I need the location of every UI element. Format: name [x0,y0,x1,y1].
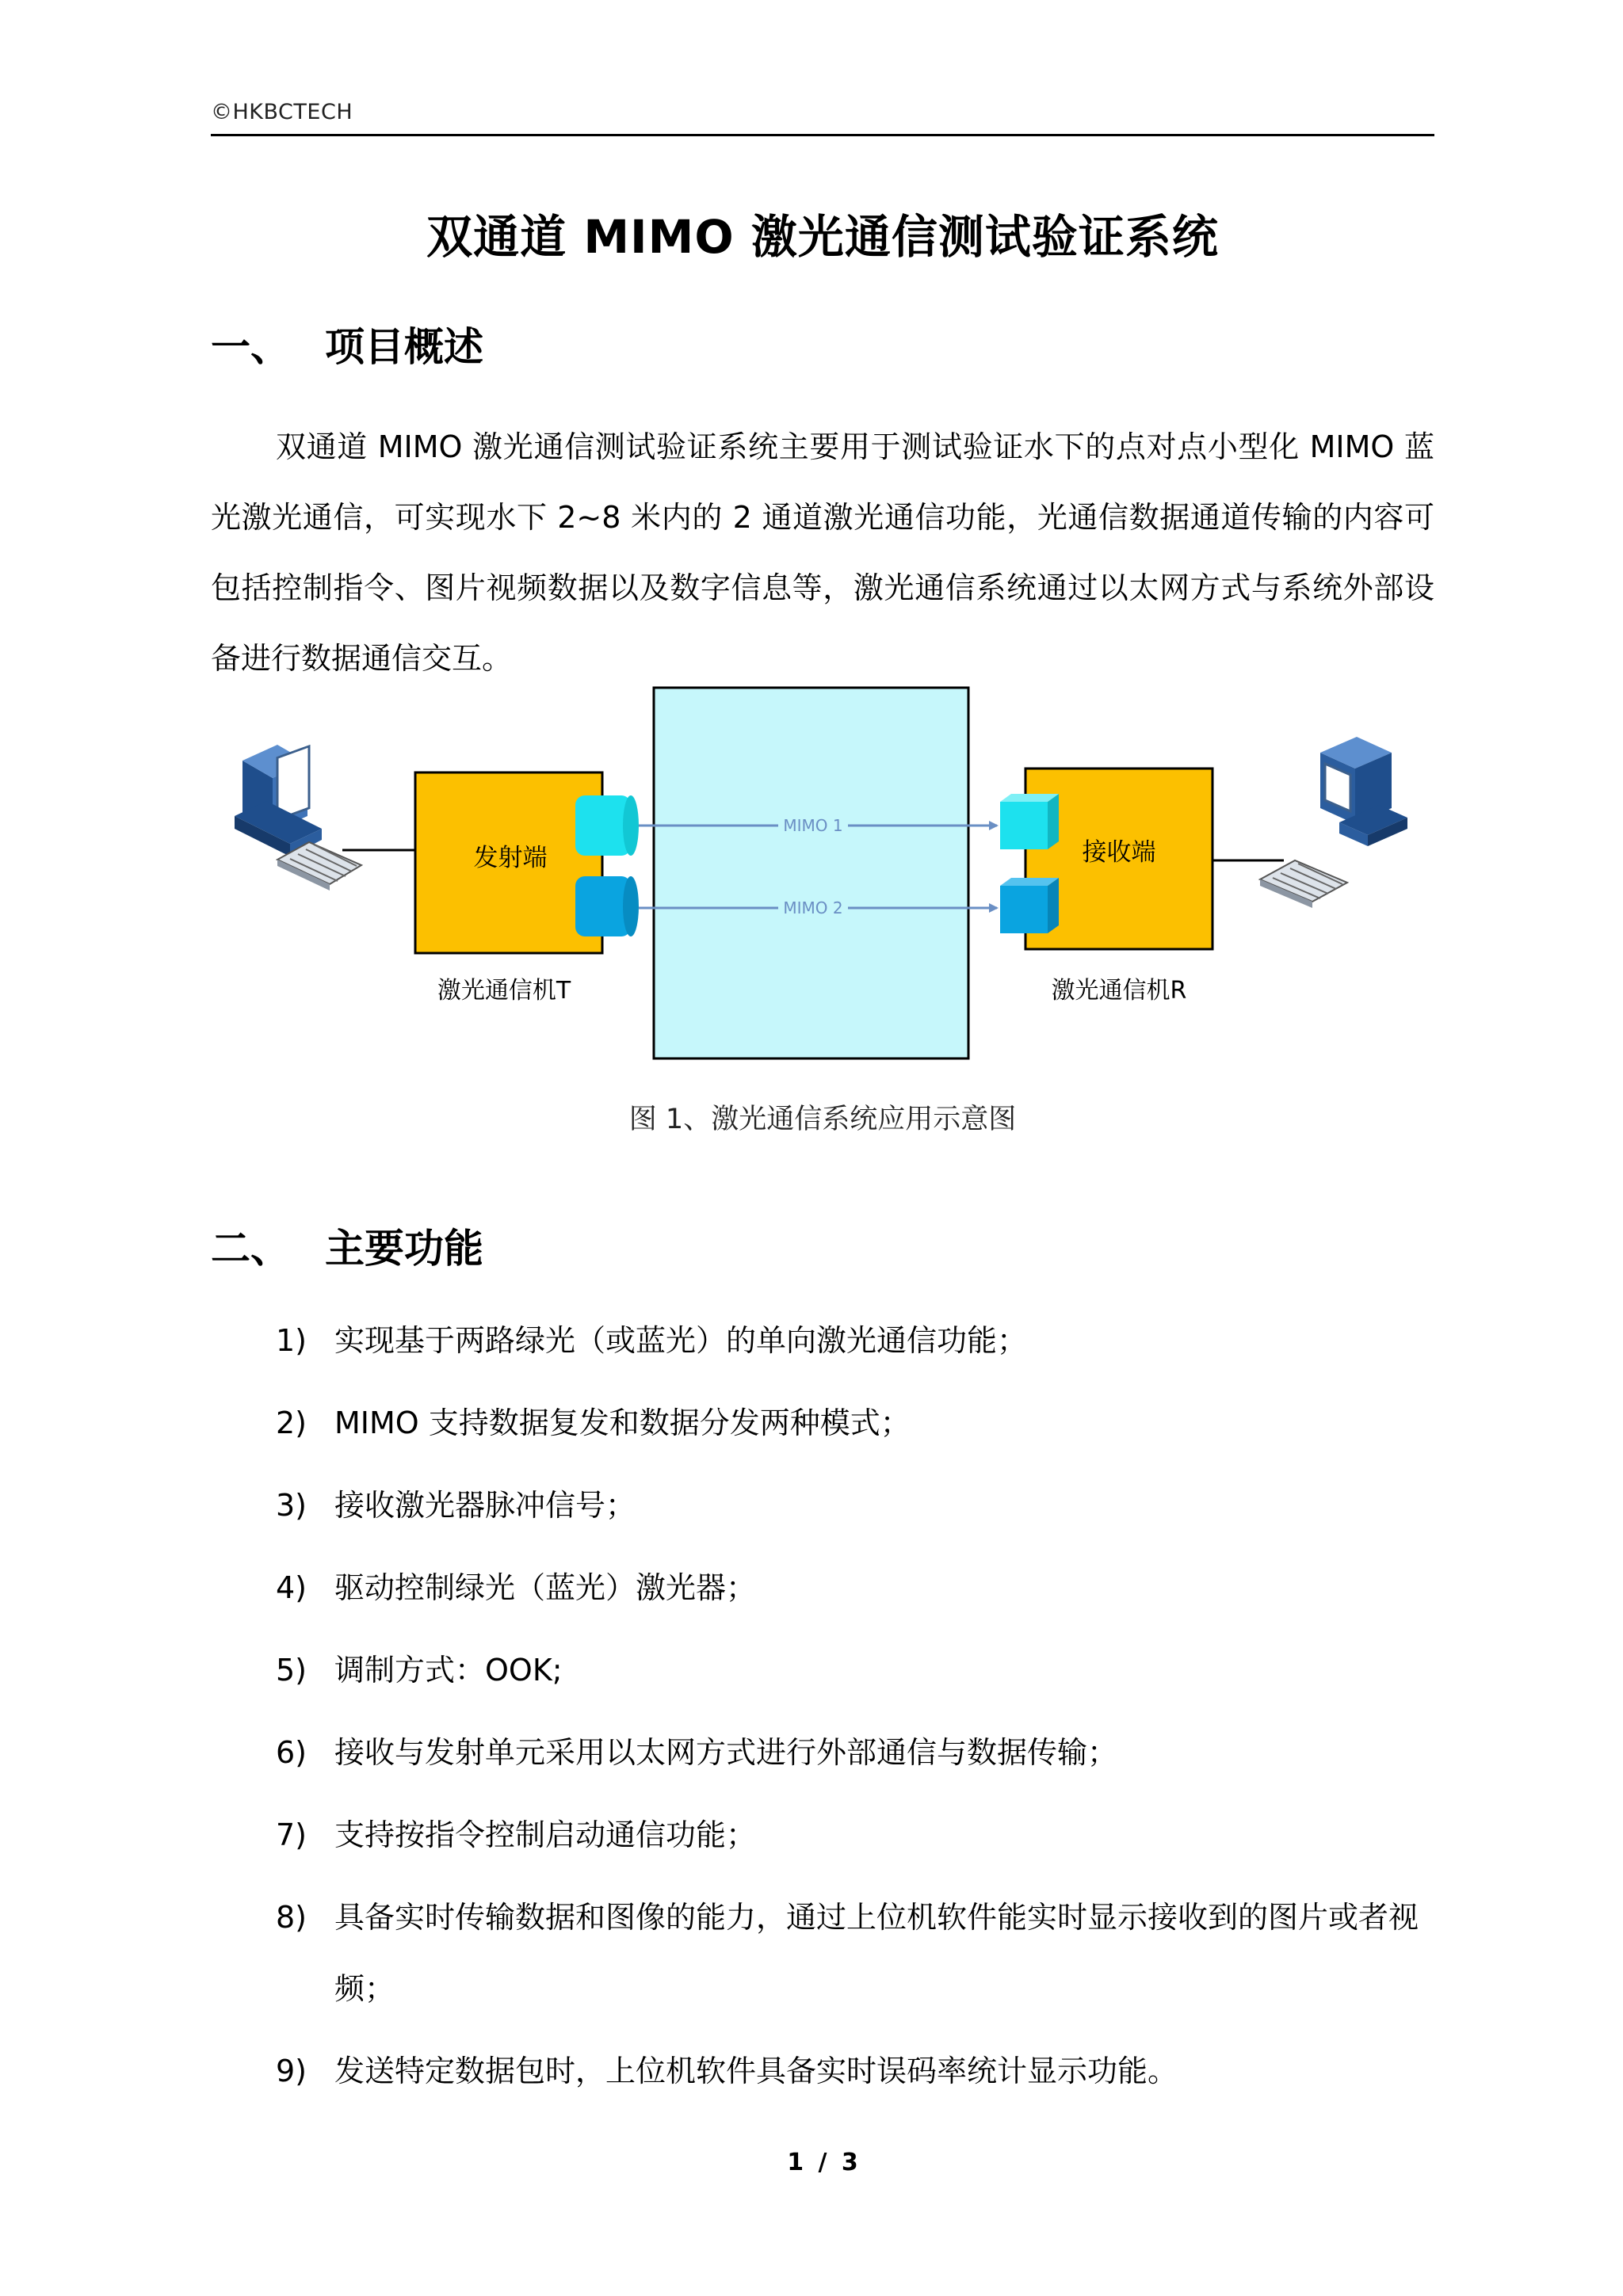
list-index: 8) [276,1900,307,1935]
laser-transmitter-1 [575,795,639,856]
section-heading-overview [211,315,483,372]
list-index: 6) [276,1735,307,1770]
list-text: 具备实时传输数据和图像的能力，通过上位机软件能实时显示接收到的图片或者视频； [334,1900,1419,2006]
section-number: 二、 [211,1226,290,1272]
laser-receiver-1 [1000,794,1059,849]
transmitter-caption: 激光通信机T [437,977,571,1005]
list-index: 7) [276,1817,307,1852]
list-item [276,1711,1434,1794]
receiver-caption: 激光通信机R [1051,977,1187,1005]
header-copyright: ©HKBCTECH [211,100,353,124]
list-text: 实现基于两路绿光（或蓝光）的单向激光通信功能； [334,1323,1028,1358]
channel-1-label: MIMO 1 [783,816,843,835]
receiver-label: 接收端 [1082,838,1156,867]
function-list [276,1299,1434,2112]
list-text: 支持按指令控制启动通信功能； [334,1817,757,1852]
section-title: 项目概述 [325,324,483,370]
computer-icon-right [1260,737,1407,908]
list-text: MIMO 支持数据复发和数据分发两种模式； [334,1405,911,1440]
laser-receiver-2 [1000,878,1059,933]
list-item [276,1464,1434,1547]
laser-transmitter-2 [575,876,639,936]
list-text: 驱动控制绿光（蓝光）激光器； [334,1570,757,1605]
list-item [276,1794,1434,1876]
transmitter-label: 发射端 [473,844,548,872]
list-text: 接收与发射单元采用以太网方式进行外部通信与数据传输； [334,1735,1118,1770]
figure-caption: 图 1、激光通信系统应用示意图 [628,1104,1017,1135]
page-number: 1 / 3 [787,2149,861,2176]
list-index: 3) [276,1488,307,1523]
list-text: 调制方式：OOK; [334,1653,563,1688]
transmission-medium [654,688,968,1058]
list-text: 接收激光器脉冲信号； [334,1488,636,1523]
channel-2-label: MIMO 2 [783,898,843,917]
document-title: 双通道 MIMO 激光通信测试验证系统 [426,210,1219,264]
list-item [276,1547,1434,1629]
list-item [276,2030,1434,2112]
section-heading-functions [211,1217,483,1274]
section-title: 主要功能 [325,1226,483,1272]
section-number: 一、 [211,324,290,370]
list-index: 4) [276,1570,307,1605]
list-index: 9) [276,2054,307,2088]
list-item [276,1629,1434,1711]
header-divider [211,134,1434,136]
overview-paragraph: 双通道 MIMO 激光通信测试验证系统主要用于测试验证水下的点对点小型化 MIMO 蓝光激光通信，可实现水下 2~8 米内的 2 通道激光通信功能，光通信数据通道传输的内容可包括控制指令、图片视频数据以及数字信息等，激光通信系统通过以太网方式与系统外部设备进行数据通信交互。 [211,429,1434,676]
list-text: 发送特定数据包时，上位机软件具备实时误码率统计显示功能。 [334,2054,1178,2088]
list-item [276,1299,1434,1382]
computer-icon-left [235,745,361,891]
list-item [276,1876,1434,2030]
list-index: 1) [276,1323,307,1358]
list-item [276,1382,1434,1464]
list-index: 5) [276,1653,307,1688]
list-index: 2) [276,1405,307,1440]
system-diagram [211,681,1434,1070]
